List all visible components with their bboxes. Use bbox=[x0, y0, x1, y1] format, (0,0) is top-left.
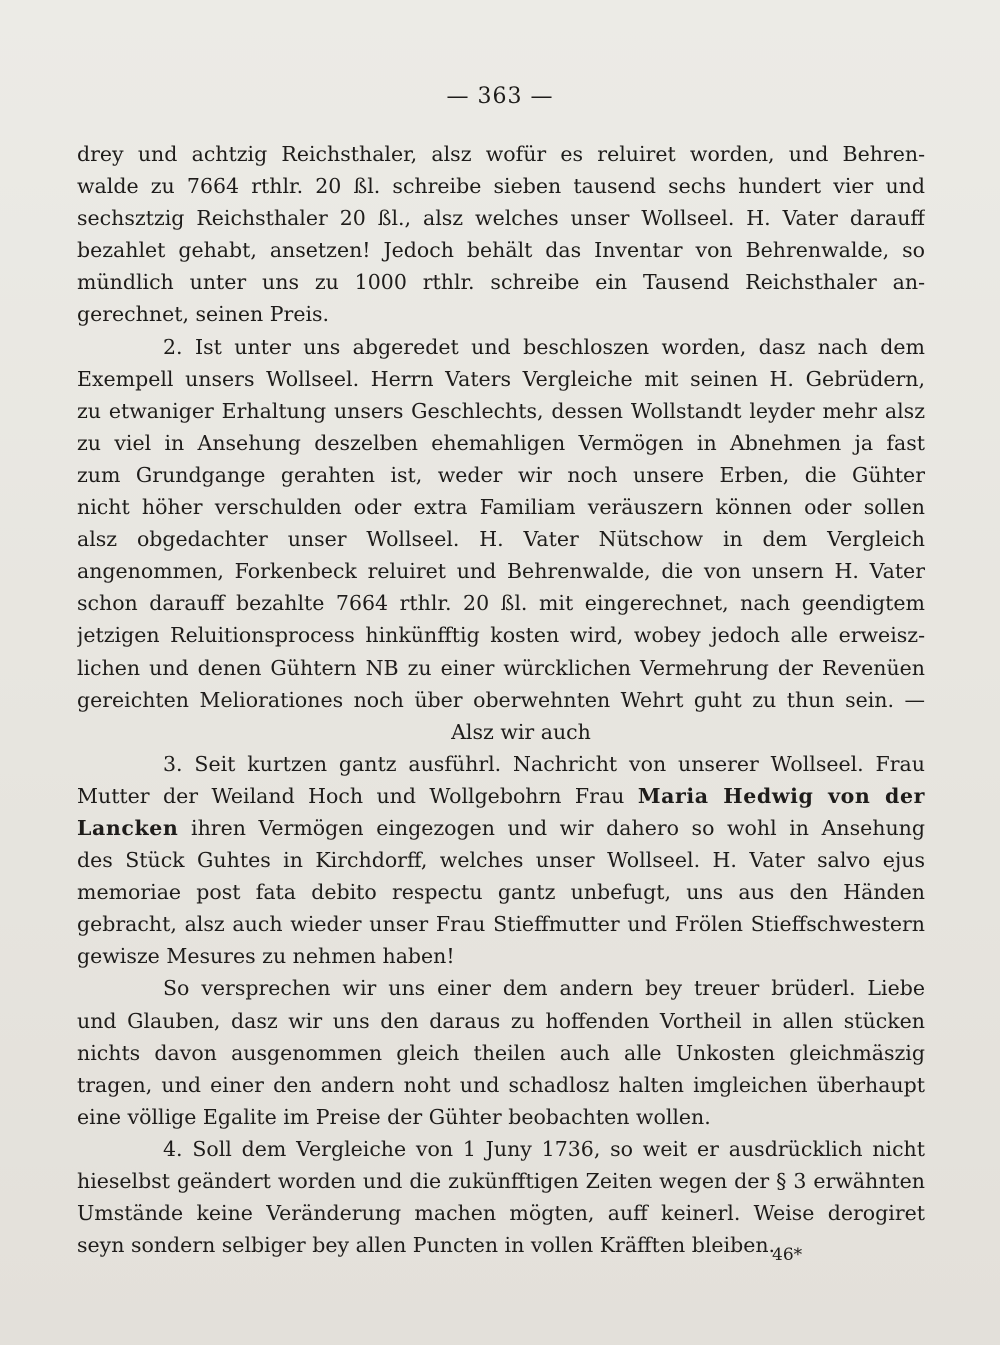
text-line: walde zu 7664 rthlr. 20 ßl. schreibe sieben tausend sechs hundert vier und bbox=[77, 174, 925, 199]
section-4-start: 4. Soll dem Vergleiche von 1 Juny 1736, so weit er ausdrücklich nicht bbox=[163, 1136, 925, 1161]
section-3-start: 3. Seit kurtzen gantz ausführl. Nachricht von unserer Wollseel. Frau bbox=[163, 751, 925, 776]
text-line: zum Grundgange gerahten ist, weder wir noch unsere Erben, die Gühter bbox=[77, 462, 925, 487]
text-line: nichts davon ausgenommen gleich theilen auch alle Unkosten gleichmäszig bbox=[77, 1040, 925, 1065]
text-line: memoriae post fata debito respectu gantz unbefugt, uns aus den Händen bbox=[77, 880, 925, 905]
text-line: Exempell unsers Wollseel. Herrn Vaters Vergleiche mit seinen H. Gebrüdern, bbox=[77, 366, 925, 391]
text-line: bezahlet gehabt, ansetzen! Jedoch behält das Inventar von Behrenwalde, so bbox=[77, 238, 925, 263]
text-line: gewisze Mesures zu nehmen haben! bbox=[77, 944, 455, 969]
text-line: gereichten Meliorationes noch über oberwehnten Wehrt guht zu thun sein. — bbox=[77, 687, 925, 712]
text-line: seyn sondern selbiger bey allen Puncten in vollen Kräfften bleiben. bbox=[77, 1233, 776, 1258]
text-line: jetzigen Reluitionsprocess hinkünfftig kosten wird, wobey jedoch alle erweisz- bbox=[77, 623, 925, 648]
text-line bbox=[77, 780, 925, 812]
bold-name: Lancken bbox=[77, 815, 179, 840]
page-number: — 363 — bbox=[446, 84, 554, 109]
text-line: des Stück Guhtes in Kirchdorff, welches unser Wollseel. H. Vater salvo ejus bbox=[77, 848, 925, 873]
text-line: alsz obgedachter unser Wollseel. H. Vater Nütschow in dem Vergleich bbox=[77, 527, 925, 552]
section-2-start: 2. Ist unter uns abgeredet und beschloszen worden, dasz nach dem bbox=[163, 334, 925, 359]
text-line: sechsztzig Reichsthaler 20 ßl., alsz welches unser Wollseel. H. Vater darauff bbox=[77, 206, 925, 231]
text-line: zu viel in Ansehung deszelben ehemahligen Vermögen in Abnehmen ja fast bbox=[77, 430, 925, 455]
text-line: tragen, und einer den andern noht und schadlosz halten imgleichen überhaupt bbox=[77, 1072, 925, 1097]
text-line: mündlich unter uns zu 1000 rthlr. schreibe ein Tausend Reichsthaler an- bbox=[77, 270, 925, 295]
text-line: zu etwaniger Erhaltung unsers Geschlechts, dessen Wollstandt leyder mehr alsz bbox=[77, 398, 925, 423]
text-line: hieselbst geändert worden und die zukünfftigen Zeiten wegen der § 3 erwähnten bbox=[77, 1169, 925, 1193]
text-line bbox=[77, 812, 925, 844]
centered-line: Alsz wir auch bbox=[451, 719, 591, 744]
text-line: schon darauff bezahlte 7664 rthlr. 20 ßl. mit eingerechnet, nach geendigtem bbox=[77, 591, 925, 616]
body-text bbox=[77, 138, 925, 1261]
text-line: Umstände keine Veränderung machen mögten, auff keinerl. Weise derogiret bbox=[77, 1201, 925, 1226]
text-line: gebracht, alsz auch wieder unser Frau Stieffmutter und Frölen Stieffschwestern bbox=[77, 912, 925, 937]
text-line: und Glauben, dasz wir uns den daraus zu hoffenden Vortheil in allen stücken bbox=[77, 1008, 925, 1033]
signature-mark: 46* bbox=[772, 1245, 803, 1265]
bold-name: Maria Hedwig von der bbox=[637, 783, 925, 808]
text-line: lichen und denen Gühtern NB zu einer würcklichen Vermehrung der Revenüen bbox=[77, 655, 925, 680]
text-line: drey und achtzig Reichsthaler, alsz wofür es reluiret worden, und Behren- bbox=[77, 142, 925, 166]
text-line: nicht höher verschulden oder extra Familiam veräuszern können oder sollen bbox=[77, 495, 925, 520]
text-run: Mutter der Weiland Hoch und Wollgebohrn Frau bbox=[77, 783, 638, 808]
text-line: gerechnet, seinen Preis. bbox=[77, 302, 330, 327]
text-line: angenommen, Forkenbeck reluiret und Behrenwalde, die von unsern H. Vater bbox=[77, 559, 925, 584]
text-run: ihren Vermögen eingezogen und wir dahero so wohl in Ansehung bbox=[178, 815, 925, 840]
paragraph-start: So versprechen wir uns einer dem andern bey treuer brüderl. Liebe bbox=[163, 976, 925, 1001]
text-line: eine völlige Egalite im Preise der Gühter beobachten wollen. bbox=[77, 1104, 711, 1129]
